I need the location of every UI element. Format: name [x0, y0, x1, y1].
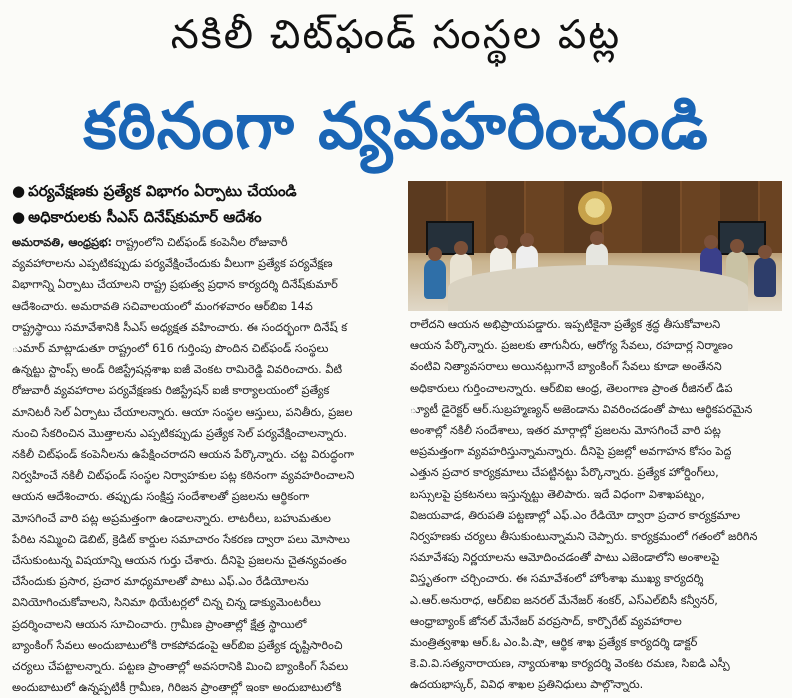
bullet-dot-icon: ● [12, 182, 26, 200]
article-line: ప్రదర్శించాలని ఆయన సూచించారు. గ్రామీణ ప్రాంతాల్లో క్షేత్ర స్థాయిలో [12, 617, 307, 631]
article-line: చేసుకుంటున్న విషయాన్ని ఆయన గుర్తు చేశారు. దీనిపై ప్రజలను చైతన్యవంతం [12, 554, 347, 568]
subhead-2-text: అధికారులకు సీఎస్ దినేష్‌కుమార్ ఆదేశం [28, 208, 262, 226]
subhead-1-text: పర్యవేక్షణకు ప్రత్యేక విభాగం ఏర్పాటు చేయండి [28, 182, 297, 200]
article-line: నిర్వహించే నకిలీ చిట్‌ఫండ్ సంస్థల నిర్వాహకుల పట్ల కఠినంగా వ్యవహరించాలని [12, 469, 355, 483]
article-line: ఎత్తున ప్రచార కార్యక్రమాలు చేపట్టినట్టు పేర్కొన్నారు. ప్రత్యేక హోర్డింగ్‌లు, [410, 466, 719, 480]
head-icon [428, 247, 442, 261]
article-line: రాష్ట్రస్థాయి సమావేశానికి సీఎస్ అధ్యక్షత వహించారు. ఈ సందర్భంగా దినేష్ క [12, 320, 348, 334]
article-line: ఆయన ఆదేశించారు. తప్పుడు సంక్షిప్త సందేశాలతో ప్రజలను ఆర్థికంగా [12, 490, 310, 504]
article-line: ్యూటీ డైరెక్టర్ ఆర్.సుబ్రహ్మణ్యన్ అజెండాను వివరించడంతో పాటు ఆర్థికపరమైన [410, 402, 753, 416]
article-line: ఆదేశించారు. అమరావతి సచివాలయంలో మంగళవారం ఆర్‌బిఐ 14వ [12, 299, 313, 313]
conference-table [448, 265, 748, 311]
subheads [12, 178, 402, 230]
article-line: చేసేందుకు ప్రసార, ప్రచార మాధ్యమాలతో పాటు ఎఫ్.ఎం రేడియోలను [12, 575, 309, 589]
head-icon [494, 235, 508, 249]
person-icon [754, 257, 776, 297]
bullet-dot-icon: ● [12, 208, 26, 226]
article-line: పేరిట నమ్మించి డెబిట్, క్రెడిట్ కార్డుల సమాచారం సేకరణ ద్వారా పలు మోసాలు [12, 532, 350, 546]
subhead-1 [12, 178, 402, 204]
headline-line-1: నకిలీ చిట్‌ఫండ్ సంస్థల పట్ల [170, 12, 622, 58]
head-icon [590, 231, 604, 245]
article-line: వంటివి నిత్యావసరాలు అయినట్లుగానే బ్యాంకింగ్ సేవలు కూడా అంతేనని [410, 360, 722, 374]
article-line-text: రాష్ట్రంలోని చిట్‌ఫండ్ కంపెనీల రోజువారీ [115, 236, 288, 249]
article-line: నిర్వహణకు చర్యలు తీసుకుంటున్నామని చెప్పారు. కార్యక్రమంలో గతంలో జరిగిన [410, 530, 758, 544]
article-line: వ్యవహారాలను ఎప్పటికప్పుడు పర్యవేక్షించేందుకు వీలుగా ప్రత్యేక పర్యవేక్షణ [12, 257, 333, 271]
article-line [12, 232, 404, 253]
article-line: రాలేదని ఆయన అభిప్రాయపడ్డారు. ఇప్పటికైనా ప్రత్యేక శ్రద్ధ తీసుకోవాలని [410, 318, 721, 331]
head-icon [520, 233, 534, 247]
article-line: కె.వి.వి.సత్యనారాయణ, న్యాయశాఖ కార్యదర్శి వెంకట రమణ, సిఐడి ఎస్పీ [410, 657, 730, 671]
meeting-photo [408, 181, 782, 311]
article-line: మానిటరీ సెల్ ఏర్పాటు చేయాలన్నారు. ఆయా సంస్థల ఆస్తులు, పనితీరు, ప్రజల [12, 405, 353, 419]
article-line: ుమార్ మాట్లాడుతూ రాష్ట్రంలో 616 గుర్తింపు పొందిన చిట్‌ఫండ్ సంస్థలు [12, 342, 329, 356]
article-line: బ్యాంకింగ్ సేవలు అందుబాటులోకి రాకపోవడంపై ఆర్‌బిఐ ప్రత్యేక దృష్టిసారించి [12, 638, 343, 652]
article-line: విస్తృతంగా చర్చించారు. ఈ సమావేశంలో హోంశాఖ ముఖ్య కార్యదర్శి [410, 572, 704, 586]
article-line: బస్సులపై ప్రకటనలు ఇస్తున్నట్టు తెలిపారు. ఇదే విధంగా విశాఖపట్నం, [410, 487, 705, 501]
article-line: మంత్రిత్వశాఖ ఆర్.ఓ ఎం.పి.షా, ఆర్థిక శాఖ ప్రత్యేక కార్యదర్శి డాక్టర్ [410, 636, 698, 650]
article-line: రోజువారీ వ్యవహారాల పర్యవేక్షణకు రిజిస్ట్రేషన్ ఐజీ కార్యాలయంలో ప్రత్యేక [12, 384, 330, 398]
article-line: సమావేశపు నిర్ణయాలను ఆమోదించడంతో పాటు ఎజెండాలోని అంశాలపై [410, 551, 720, 565]
article-line: అంశాల్లో నకిలీ సందేశాలు, ఇతర మార్గాల్లో ప్రజలను మోసగించే వారి పట్ల [410, 424, 721, 438]
article-line: అప్రమత్తంగా వ్యవహరిస్తున్నామన్నారు. దీనిపై ప్రజల్లో అవగాహన కోసం పెద్ద [410, 445, 732, 459]
article-line: విజయవాడ, తిరుపతి పట్టణాల్లో ఎఫ్.ఎం రేడియో ద్వారా ప్రచార కార్యక్రమాల [410, 508, 741, 522]
article-line: వినియోగించుకోవాలని, సినిమా థియేటర్లలో చిన్న చిన్న డాక్యుమెంటరీలు [12, 596, 321, 610]
article-line: చర్యలు చేపట్టాలన్నారు. పట్టణ ప్రాంతాల్లో అవసరానికి మించి బ్యాంకింగ్ సేవలు [12, 660, 349, 674]
article-line: ఎ.ఆర్.అనురాధ, ఆర్‌బిఐ జనరల్ మేనేజర్ శంకర్, ఎస్ఎల్‌బిసీ కన్వీనర్, [410, 593, 718, 607]
article-line: ఆయన పేర్కొన్నారు. ప్రజలకు తాగునీరు, ఆరోగ్య సేవలు, రహదార్ల నిర్మాణం [410, 339, 733, 353]
person-icon [424, 259, 446, 299]
article-line: ఉదయభాస్కర్, వివిధ శాఖల ప్రతినిధులు పాల్గొన్నారు. [410, 678, 644, 692]
head-icon [454, 241, 468, 255]
dateline: అమరావతి, ఆంధ్రప్రభ: [12, 236, 113, 249]
head-icon [704, 235, 718, 249]
article-line: నకిలీ చిట్‌ఫండ్ కంపెనీలను ఉపేక్షించరాదని ఆయన పేర్కొన్నారు. చట్ట విరుద్ధంగా [12, 448, 355, 462]
head-icon [758, 245, 772, 259]
article-line: నుంచి సేకరించిన మొత్తాలను ఎప్పటికప్పుడు ప్రత్యేక సెల్ పర్యవేక్షించాలన్నారు. [12, 426, 348, 440]
article-line: అధికారులు గుర్తించాలన్నారు. ఆర్‌బిఐ ఆంధ్ర, తెలంగాణ ప్రాంత రీజినల్ డిప [410, 381, 733, 395]
headline-line-2: కఠినంగా వ్యవహరించండి [83, 90, 709, 164]
article-line: విభాగాన్ని ఏర్పాటు చేయాలని రాష్ట్ర ప్రభుత్వ ప్రధాన కార్యదర్శి దినేష్‌కుమార్ [12, 278, 338, 292]
article-column-left [12, 232, 404, 698]
article-line: మోసగించే వారి పట్ల అప్రమత్తంగా ఉండాలన్నారు. లాటరీలు, బహుమతుల [12, 511, 331, 525]
article-line: ఉన్నట్టు స్టాంప్స్ అండ్ రిజిస్ట్రేషన్లశాఖ ఐజీ వెంకట రామిరెడ్డి వివరించారు. వీటి [12, 363, 343, 377]
article-line: ఆంధ్రాబ్యాంక్ జోనల్ మేనేజర్ వరప్రసాద్, కార్పొరేట్ వ్యవహారాల [410, 614, 682, 628]
emblem-icon [578, 191, 612, 225]
subhead-2 [12, 204, 402, 230]
article-column-right [410, 314, 782, 696]
article-line: అందుబాటులో ఉన్నప్పటికీ గ్రామీణ, గిరిజన ప్రాంతాల్లో ఇంకా అందుబాటులోకి [12, 681, 342, 695]
head-icon [730, 239, 744, 253]
